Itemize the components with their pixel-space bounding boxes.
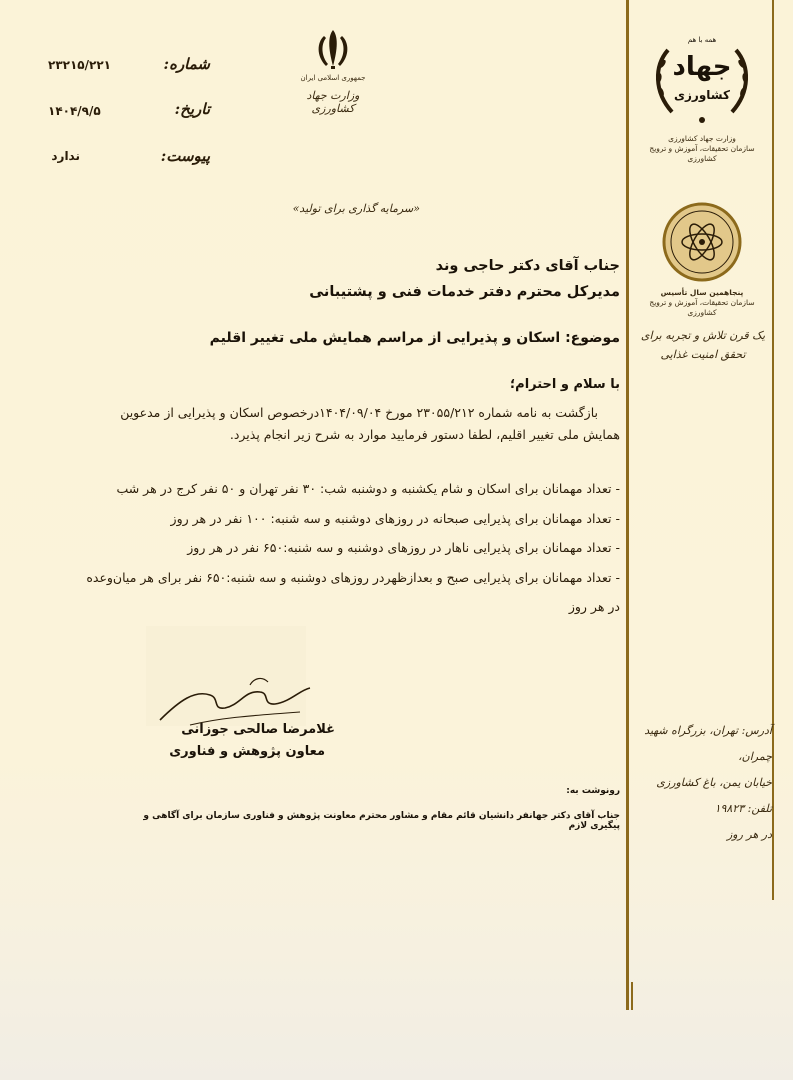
guest-list bbox=[40, 474, 620, 622]
list-item-continuation: در هر روز bbox=[568, 599, 620, 614]
attachment-value: ندارد bbox=[51, 149, 80, 163]
cc-label: رونوشت به: bbox=[566, 786, 620, 796]
signer-title: معاون پژوهش و فناوری bbox=[169, 744, 325, 759]
list-item: - تعداد مهمانان برای پذیرایی صبح و بعدازظهردر روزهای دوشنبه و سه شنبه:۶۵۰ نفر برای هر میان‌وعده bbox=[86, 569, 620, 585]
list-item: - تعداد مهمانان برای پذیرایی ناهار در روزهای دوشنبه و سه شنبه:۶۵۰ نفر در هر روز bbox=[187, 540, 620, 555]
date-value: ۱۴۰۴/۹/۵ bbox=[48, 104, 101, 118]
sidebar-motto: یک قرن تلاش و تجربه برای تحقق امنیت غذایی bbox=[640, 329, 766, 361]
subject-text: اسکان و پذیرایی از مراسم همایش ملی تغییر اقلیم bbox=[209, 330, 561, 346]
subject-line bbox=[200, 330, 620, 346]
iran-emblem bbox=[298, 26, 368, 116]
atom-wheat-icon bbox=[640, 198, 764, 286]
number-label: شماره: bbox=[163, 55, 210, 73]
keshavarzi-word: کشاورزی bbox=[674, 88, 730, 102]
list-item: - تعداد مهمانان برای پذیرایی صبحانه در روزهای دوشنبه و سه شنبه: ۱۰۰ نفر در هر روز bbox=[170, 510, 620, 526]
intro-paragraph bbox=[60, 402, 620, 446]
divider-line-left bbox=[626, 0, 629, 1010]
intro-line-2: همایش ملی تغییر اقلیم، لطفا دستور فرمایید موارد به شرح زیر انجام پذیرد. bbox=[229, 427, 620, 442]
attachment-label: پیوست: bbox=[160, 147, 210, 165]
recipient-title: مدیرکل محترم دفتر خدمات فنی و پشتیبانی bbox=[309, 284, 620, 300]
number-value: ۲۳۲۱۵/۲۲۱ bbox=[48, 58, 111, 72]
jihad-top: همه با هم bbox=[687, 36, 717, 44]
cc-text: جناب آقای دکتر جهانفر دانشیان قائم مقام و مشاور محترم معاونت پژوهش و فناوری سازمان برای آگاهی و پیگیری لازم bbox=[143, 811, 620, 831]
jihad-logo bbox=[640, 28, 764, 164]
divider-line-bottom-mark bbox=[631, 982, 633, 1010]
intro-line-1: بازگشت به نامه شماره ۲۳۰۵۵/۲۱۲ مورخ ۱۴۰۴/۰۹/۰۴درخصوص اسکان و پذیرایی از مدعوین bbox=[120, 405, 598, 420]
jihad-caption: وزارت جهاد کشاورزی سازمان تحقیقات، آموزش و ترویج کشاورزی bbox=[649, 134, 755, 163]
ministry-handwritten: وزارت جهاد کشاورزی bbox=[306, 89, 360, 115]
jihad-word: جهاد bbox=[672, 52, 732, 82]
anniversary-logo bbox=[640, 198, 764, 317]
emblem-caption: جمهوری اسلامی ایران bbox=[300, 74, 366, 82]
emblem-icon bbox=[298, 26, 368, 70]
slogan: «سرمایه گذاری برای تولید» bbox=[292, 202, 420, 215]
subject-label: موضوع: bbox=[565, 330, 620, 346]
recipient-name: جناب آقای دکتر حاجی وند bbox=[435, 258, 620, 274]
date-label: تاریخ: bbox=[174, 100, 210, 118]
sidebar-address: آدرس: تهران، بزرگراه شهید چمران، خیابان یمن، باغ کشاورزی تلفن: ۱۹۸۲۳ در هر روز bbox=[644, 724, 772, 841]
greeting: با سلام و احترام؛ bbox=[509, 377, 620, 392]
signer-name: غلامرضا صالحی جوزانی bbox=[181, 722, 335, 737]
anniversary-caption: پنجاهمین سال تأسیس سازمان تحقیقات، آموزش و ترویج کشاورزی bbox=[649, 288, 755, 317]
divider-line-right bbox=[772, 0, 774, 900]
list-item: - تعداد مهمانان برای اسکان و شام یکشنبه و دوشنبه شب: ۳۰ نفر تهران و ۵۰ نفر کرج در هر شب bbox=[116, 481, 620, 496]
